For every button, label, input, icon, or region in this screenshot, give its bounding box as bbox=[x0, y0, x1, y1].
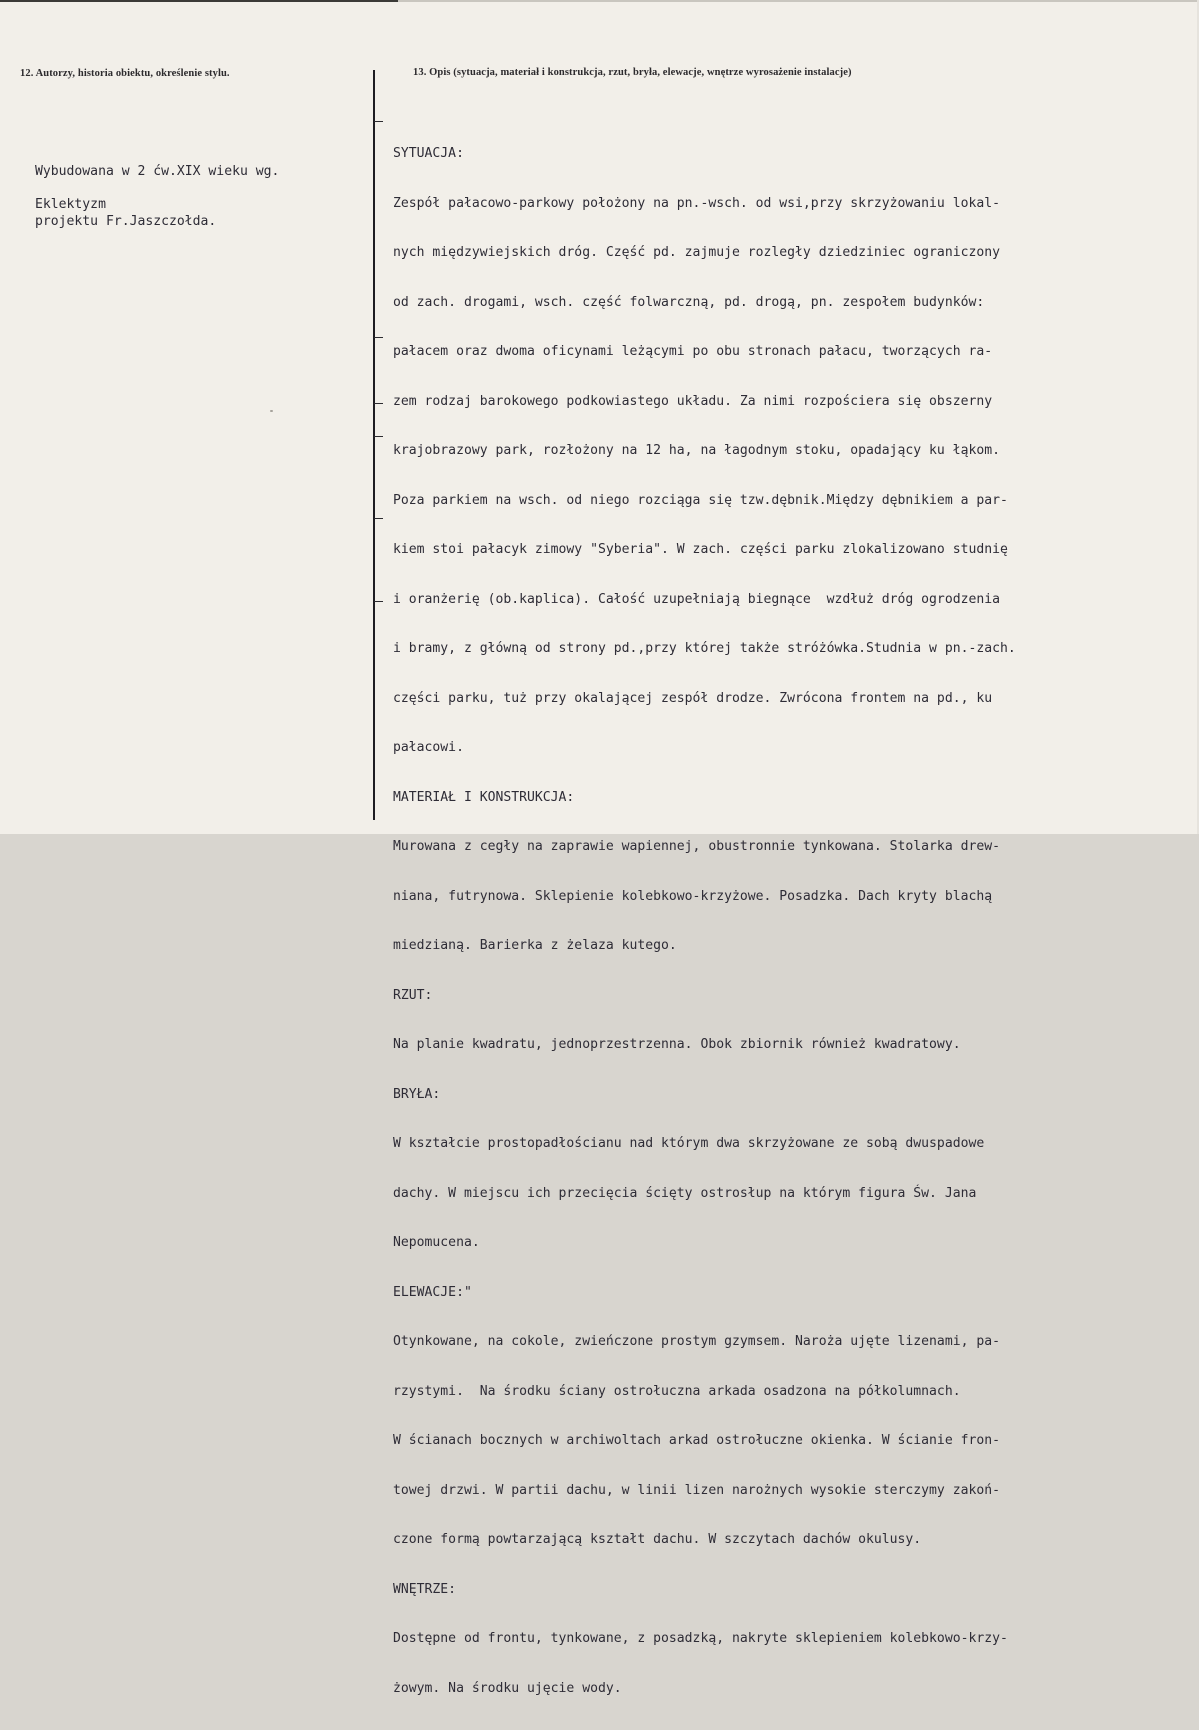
section-tick-rzut bbox=[374, 403, 383, 404]
description-line: Dostępne od frontu, tynkowane, z posadzką, nakryte sklepieniem kolebkowo-krzy- bbox=[393, 1631, 1008, 1646]
description-line: Poza parkiem na wsch. od niego rozciąga się tzw.dębnik.Między dębnikiem a par- bbox=[393, 492, 1008, 508]
description-line: RZUT: bbox=[393, 987, 433, 1003]
description-line: Zespół pałacowo-parkowy położony na pn.-wsch. od wsi,przy skrzyżowaniu lokal- bbox=[393, 195, 1000, 211]
section-tick-elewacje bbox=[374, 518, 383, 519]
description-line: dachy. W miejscu ich przecięcia ścięty ostrosłup na którym figura Św. Jana bbox=[393, 1185, 977, 1201]
description-line: czone formą powtarzającą kształt dachu. W szczytach dachów okulusy. bbox=[393, 1532, 922, 1547]
section-12-header: 12. Autorzy, historia obiektu, określenie stylu. bbox=[20, 68, 230, 79]
description-line: niana, futrynowa. Sklepienie kolebkowo-krzyżowe. Posadzka. Dach kryty blachą bbox=[393, 888, 993, 904]
page-top-edge-light bbox=[398, 0, 1199, 2]
description-line: Otynkowane, na cokole, zwieńczone prostym gzymsem. Naroża ujęte lizenami, pa- bbox=[393, 1334, 1000, 1349]
description-line: WNĘTRZE: bbox=[393, 1581, 457, 1597]
history-line: Wybudowana w 2 ćw.XIX wieku wg. bbox=[35, 164, 280, 179]
description-line: krajobrazowy park, rozłożony na 12 ha, na łagodnym stoku, opadający ku łąkom. bbox=[393, 443, 1000, 458]
column-divider bbox=[373, 70, 375, 820]
description-line: Na planie kwadratu, jednoprzestrzenna. Obok zbiornik również kwadratowy. bbox=[393, 1037, 961, 1052]
description-line: Nepomucena. bbox=[393, 1235, 480, 1250]
section-tick-sytuacja bbox=[374, 121, 383, 122]
description-line: BRYŁA: bbox=[393, 1086, 441, 1102]
description-text bbox=[393, 113, 1016, 1730]
description-line: SYTUACJA: bbox=[393, 146, 464, 161]
description-line: żowym. Na środku ujęcie wody. bbox=[393, 1680, 622, 1696]
description-line: części parku, tuż przy okalającej zespół drodze. Zwrócona frontem na pd., ku bbox=[393, 690, 993, 706]
description-line: towej drzwi. W partii dachu, w linii lizen narożnych wysokie sterczymy zakoń- bbox=[393, 1482, 1000, 1498]
section-13-header: 13. Opis (sytuacja, materiał i konstrukcja, rzut, bryła, elewacje, wnętrze wyrosażenie instalacje) bbox=[413, 67, 852, 78]
description-line: ELEWACJE:" bbox=[393, 1284, 472, 1300]
description-line: kiem stoi pałacyk zimowy "Syberia". W zach. części parku zlokalizowano studnię bbox=[393, 542, 1008, 557]
description-line: od zach. drogami, wsch. część folwarczną, pd. drogą, pn. zespołem budynków: bbox=[393, 294, 985, 310]
description-line: W kształcie prostopadłościanu nad którym dwa skrzyżowane ze sobą dwuspadowe bbox=[393, 1136, 985, 1151]
section-tick-wnetrze bbox=[374, 601, 383, 602]
description-line: rzystymi. Na środku ściany ostrołuczna arkada osadzona na półkolumnach. bbox=[393, 1383, 961, 1399]
description-line: pałacowi. bbox=[393, 740, 464, 755]
description-line: pałacem oraz dwoma oficynami leżącymi po obu stronach pałacu, tworzących ra- bbox=[393, 344, 993, 359]
paper-speck bbox=[270, 410, 273, 412]
history-line: projektu Fr.Jaszczołda. bbox=[35, 213, 217, 229]
description-line: Murowana z cegły na zaprawie wapiennej, obustronnie tynkowana. Stolarka drew- bbox=[393, 839, 1000, 854]
section-tick-material bbox=[374, 337, 383, 338]
description-line: miedzianą. Barierka z żelaza kutego. bbox=[393, 938, 677, 953]
description-line: zem rodzaj barokowego podkowiastego układu. Za nimi rozpościera się obszerny bbox=[393, 393, 993, 409]
description-line: MATERIAŁ I KONSTRUKCJA: bbox=[393, 789, 575, 805]
description-line: W ścianach bocznych w archiwoltach arkad ostrołuczne okienka. W ścianie fron- bbox=[393, 1433, 1000, 1448]
description-line: i oranżerię (ob.kaplica). Całość uzupełniają biegnące wzdłuż dróg ogrodzenia bbox=[393, 591, 1000, 607]
description-line: nych międzywiejskich dróg. Część pd. zajmuje rozległy dziedziniec ograniczony bbox=[393, 245, 1000, 260]
section-tick-bryla bbox=[374, 436, 383, 437]
style-text: Eklektyzm bbox=[35, 197, 106, 212]
description-line: i bramy, z główną od strony pd.,przy której także stróżówka.Studnia w pn.-zach. bbox=[393, 641, 1016, 656]
